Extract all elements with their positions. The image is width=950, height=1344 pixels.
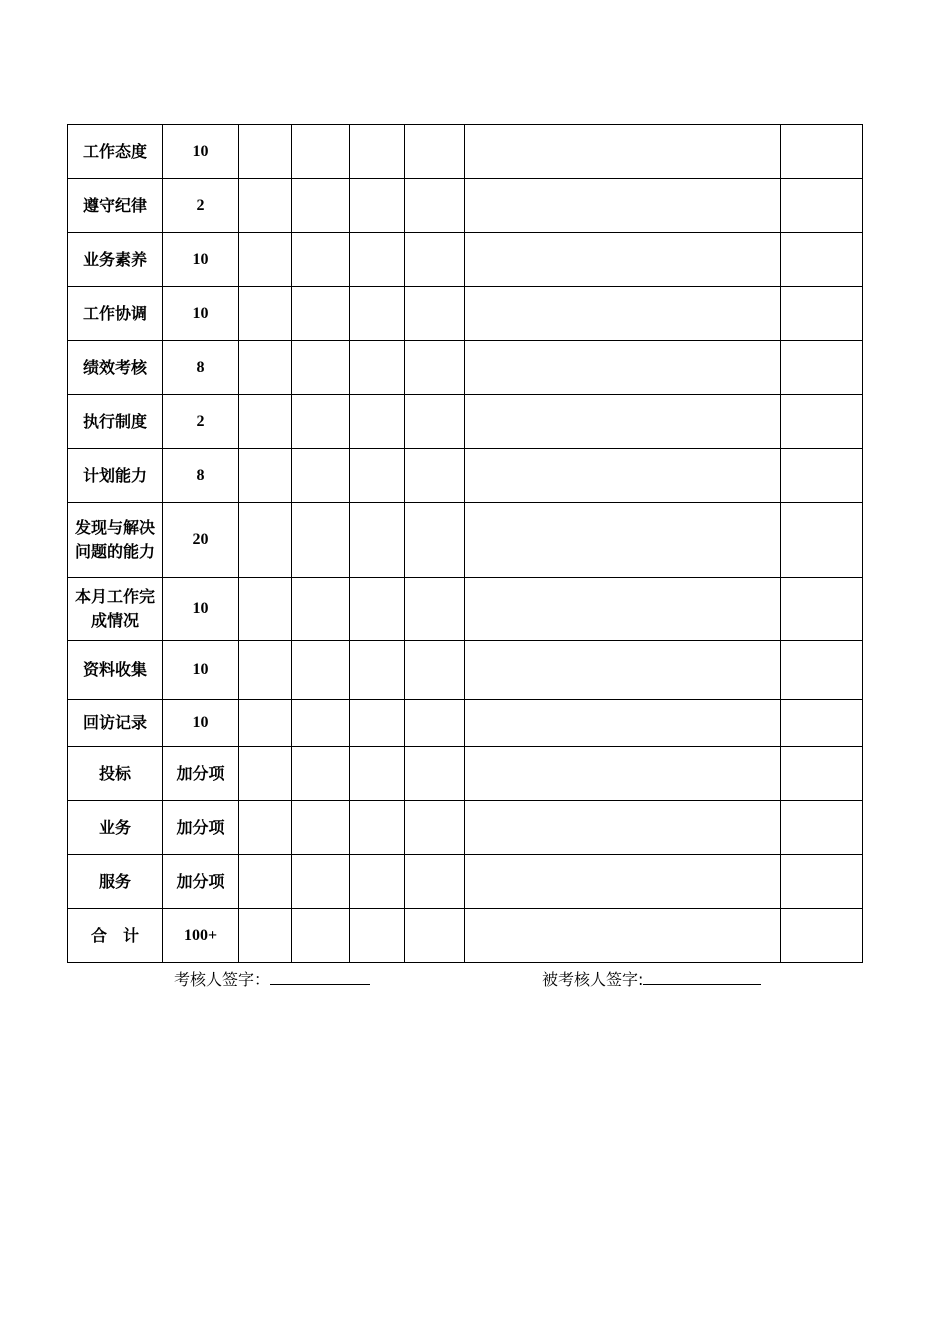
score-cell[interactable] — [239, 449, 292, 503]
score-cell[interactable] — [350, 909, 405, 963]
item-name: 资料收集 — [68, 641, 163, 700]
assessee-signature-label: 被考核人签字: — [542, 970, 644, 989]
item-name: 服务 — [68, 855, 163, 909]
table-row — [68, 395, 863, 449]
item-weight: 8 — [163, 449, 239, 503]
score-cell[interactable] — [405, 179, 465, 233]
table-row — [68, 747, 863, 801]
score-cell[interactable] — [292, 578, 350, 641]
remark-cell[interactable] — [465, 449, 781, 503]
item-weight: 10 — [163, 700, 239, 747]
score-cell[interactable] — [405, 700, 465, 747]
table-row — [68, 503, 863, 578]
score-cell[interactable] — [292, 641, 350, 700]
remark-cell[interactable] — [465, 801, 781, 855]
score-cell[interactable] — [350, 700, 405, 747]
item-weight: 10 — [163, 641, 239, 700]
table-row — [68, 855, 863, 909]
table-row — [68, 801, 863, 855]
table-row — [68, 125, 863, 179]
score-cell[interactable] — [292, 287, 350, 341]
score-cell[interactable] — [292, 855, 350, 909]
item-name: 发现与解决问题的能力 — [68, 503, 163, 578]
item-name: 投标 — [68, 747, 163, 801]
score-cell[interactable] — [350, 855, 405, 909]
item-weight: 10 — [163, 578, 239, 641]
score-cell[interactable] — [781, 179, 863, 233]
table-row — [68, 641, 863, 700]
remark-cell[interactable] — [465, 287, 781, 341]
item-weight: 20 — [163, 503, 239, 578]
item-name: 执行制度 — [68, 395, 163, 449]
item-name: 遵守纪律 — [68, 179, 163, 233]
score-cell[interactable] — [781, 747, 863, 801]
item-weight: 2 — [163, 395, 239, 449]
score-cell[interactable] — [405, 641, 465, 700]
score-cell[interactable] — [350, 395, 405, 449]
score-cell[interactable] — [405, 449, 465, 503]
score-cell[interactable] — [292, 341, 350, 395]
item-name: 工作协调 — [68, 287, 163, 341]
total-weight: 100+ — [163, 909, 239, 963]
score-cell[interactable] — [781, 233, 863, 287]
score-cell[interactable] — [405, 747, 465, 801]
total-row — [68, 909, 863, 963]
score-cell[interactable] — [781, 449, 863, 503]
score-cell[interactable] — [781, 801, 863, 855]
score-cell[interactable] — [350, 503, 405, 578]
score-cell[interactable] — [292, 503, 350, 578]
score-cell[interactable] — [781, 855, 863, 909]
score-cell[interactable] — [239, 341, 292, 395]
remark-cell[interactable] — [465, 855, 781, 909]
remark-cell[interactable] — [465, 909, 781, 963]
item-weight: 加分项 — [163, 855, 239, 909]
item-name: 业务 — [68, 801, 163, 855]
remark-cell[interactable] — [465, 700, 781, 747]
remark-cell[interactable] — [465, 578, 781, 641]
assessee-signature — [542, 966, 761, 993]
score-cell[interactable] — [781, 341, 863, 395]
score-cell[interactable] — [239, 801, 292, 855]
assessor-signature — [174, 966, 370, 993]
score-cell[interactable] — [239, 503, 292, 578]
table-row — [68, 578, 863, 641]
remark-cell[interactable] — [465, 641, 781, 700]
score-cell[interactable] — [239, 641, 292, 700]
score-cell[interactable] — [350, 801, 405, 855]
score-cell[interactable] — [781, 125, 863, 179]
remark-cell[interactable] — [465, 503, 781, 578]
score-cell[interactable] — [405, 233, 465, 287]
item-weight: 10 — [163, 233, 239, 287]
score-cell[interactable] — [781, 395, 863, 449]
score-cell[interactable] — [239, 700, 292, 747]
item-name: 回访记录 — [68, 700, 163, 747]
remark-cell[interactable] — [465, 233, 781, 287]
item-weight: 10 — [163, 287, 239, 341]
item-weight: 8 — [163, 341, 239, 395]
total-label: 合 计 — [68, 909, 163, 963]
score-cell[interactable] — [405, 855, 465, 909]
remark-cell[interactable] — [465, 395, 781, 449]
assessor-signature-label: 考核人签字： — [174, 970, 271, 989]
score-cell[interactable] — [405, 287, 465, 341]
table-row — [68, 287, 863, 341]
item-name: 绩效考核 — [68, 341, 163, 395]
item-name: 本月工作完成情况 — [68, 578, 163, 641]
score-cell[interactable] — [405, 801, 465, 855]
score-cell[interactable] — [350, 341, 405, 395]
score-cell[interactable] — [350, 747, 405, 801]
item-name: 工作态度 — [68, 125, 163, 179]
score-cell[interactable] — [292, 395, 350, 449]
score-cell[interactable] — [781, 641, 863, 700]
score-cell[interactable] — [292, 909, 350, 963]
score-cell[interactable] — [292, 125, 350, 179]
score-cell[interactable] — [292, 747, 350, 801]
table-row — [68, 449, 863, 503]
score-cell[interactable] — [292, 801, 350, 855]
score-cell[interactable] — [239, 233, 292, 287]
score-cell[interactable] — [292, 233, 350, 287]
score-cell[interactable] — [239, 578, 292, 641]
assessment-table — [67, 124, 863, 963]
score-cell[interactable] — [350, 578, 405, 641]
score-cell[interactable] — [350, 179, 405, 233]
score-cell[interactable] — [350, 287, 405, 341]
score-cell[interactable] — [239, 909, 292, 963]
remark-cell[interactable] — [465, 125, 781, 179]
score-cell[interactable] — [350, 125, 405, 179]
score-cell[interactable] — [781, 909, 863, 963]
score-cell[interactable] — [239, 855, 292, 909]
score-cell[interactable] — [239, 179, 292, 233]
score-cell[interactable] — [781, 578, 863, 641]
score-cell[interactable] — [405, 503, 465, 578]
item-name: 业务素养 — [68, 233, 163, 287]
assessor-signature-line[interactable] — [270, 966, 370, 985]
remark-cell[interactable] — [465, 341, 781, 395]
score-cell[interactable] — [292, 449, 350, 503]
score-cell[interactable] — [781, 503, 863, 578]
score-cell[interactable] — [405, 341, 465, 395]
score-cell[interactable] — [239, 747, 292, 801]
assessee-signature-line[interactable] — [643, 966, 761, 985]
table-row — [68, 700, 863, 747]
score-cell[interactable] — [239, 287, 292, 341]
score-cell[interactable] — [239, 125, 292, 179]
item-weight: 2 — [163, 179, 239, 233]
score-cell[interactable] — [405, 909, 465, 963]
table-row — [68, 179, 863, 233]
score-cell[interactable] — [405, 125, 465, 179]
score-cell[interactable] — [239, 395, 292, 449]
score-cell[interactable] — [350, 449, 405, 503]
item-weight: 加分项 — [163, 747, 239, 801]
score-cell[interactable] — [781, 287, 863, 341]
item-weight: 加分项 — [163, 801, 239, 855]
score-cell[interactable] — [405, 395, 465, 449]
item-weight: 10 — [163, 125, 239, 179]
score-cell[interactable] — [292, 179, 350, 233]
remark-cell[interactable] — [465, 179, 781, 233]
score-cell[interactable] — [350, 641, 405, 700]
table-row — [68, 233, 863, 287]
score-cell[interactable] — [292, 700, 350, 747]
score-cell[interactable] — [781, 700, 863, 747]
table-row — [68, 341, 863, 395]
score-cell[interactable] — [405, 578, 465, 641]
remark-cell[interactable] — [465, 747, 781, 801]
score-cell[interactable] — [350, 233, 405, 287]
item-name: 计划能力 — [68, 449, 163, 503]
